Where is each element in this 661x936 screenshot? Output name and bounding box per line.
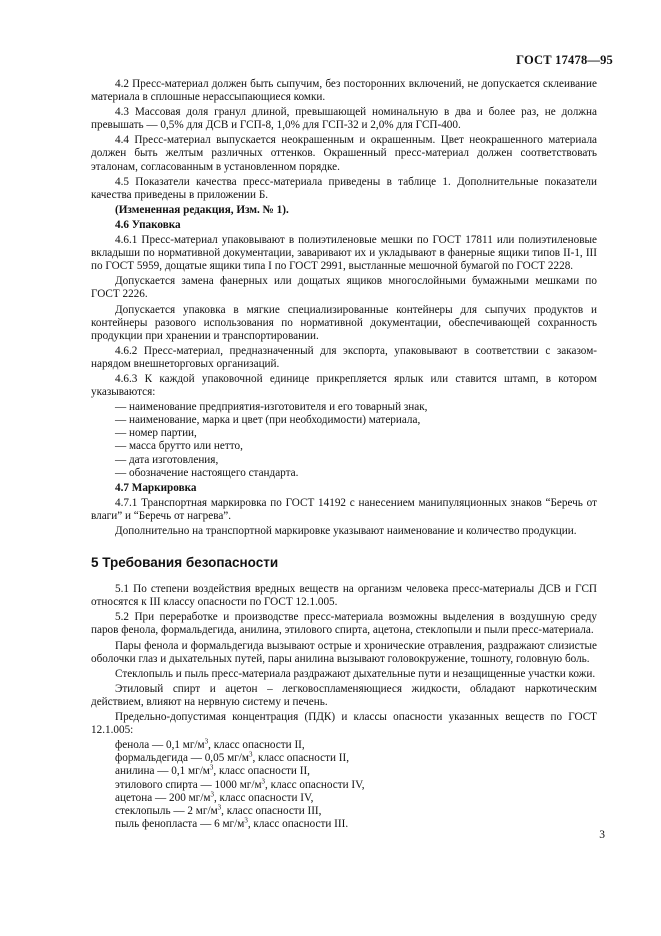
heading-4-6: 4.6 Упаковка (115, 218, 181, 231)
pdk-list (91, 739, 597, 831)
paragraph-vapors: Пары фенола и формальдегида вызывают острые и хронические отравления, раздражают слизистые оболочки глаз и дыхательных путей, пары анилина вызывают головокружение, тошноту, головную боль. (91, 639, 597, 665)
list-item: — масса брутто или нетто, (115, 440, 243, 453)
list-item: — наименование, марка и цвет (при необходимости) материала, (115, 414, 421, 427)
clause-4-7-1: 4.7.1 Транспортная маркировка по ГОСТ 14192 с нанесением манипуляционных знаков “Беречь от влаги” и “Беречь от нагрева”. (91, 496, 597, 522)
paragraph-replacement: Допускается замена фанерных или дощатых ящиков многослойными бумажными мешками по ГОСТ 2226. (91, 275, 597, 301)
list-item: — обозначение настоящего стандарта. (115, 466, 299, 479)
clause-4-4: 4.4 Пресс-материал выпускается неокрашенным и окрашенным. Цвет неокрашенного материала должен быть желтым различных оттенков. Окрашенный пресс-материал должен соответствовать эталонам, согласованным в установленном порядке. (91, 134, 597, 173)
section-5-title: 5 Требования безопасности (91, 555, 279, 571)
paragraph-pdk: Предельно-допустимая концентрация (ПДК) и классы опасности указанных веществ по ГОСТ 12.1.005: (91, 711, 597, 737)
pdk-item: анилина — 0,1 $мг/м^3$, класс опасности II, (115, 763, 310, 778)
pdk-item: этилового спирта — 1000 $мг/м^3$, класс опасности IV, (115, 776, 365, 791)
page-content (91, 78, 597, 831)
clause-4-2: 4.2 Пресс-материал должен быть сыпучим, без посторонних включений, не допускается склеивание материала в сплошные нерассыпающиеся комки. (91, 78, 597, 104)
clause-4-6-2: 4.6.2 Пресс-материал, предназначенный для экспорта, упаковывают в соответствии с заказом-нарядом внешнеторговых организаций. (91, 344, 597, 370)
list-item: — дата изготовления, (115, 453, 219, 466)
heading-4-7: 4.7 Маркировка (115, 481, 197, 494)
clause-4-5: 4.5 Показатели качества пресс-материала приведены в таблице 1. Дополнительные показатели качества приведены в приложении Б. (91, 175, 597, 201)
pdk-item: формальдегида — 0,05 $мг/м^3$, класс опасности II, (115, 750, 350, 765)
standard-header: ГОСТ 17478—95 (516, 53, 613, 67)
paragraph-soft-containers: Допускается упаковка в мягкие специализированные контейнеры для сыпучих продуктов и контейнеры разового использования по нормативной документации, обеспечивающей сохранность продукции при хранении и транспортировании. (91, 303, 597, 342)
clause-5-1: 5.1 По степени воздействия вредных веществ на организм человека пресс-материалы ДСВ и ГСП относятся к III классу опасности по ГОСТ 12.1.005. (91, 583, 597, 609)
clause-4-3: 4.3 Массовая доля гранул длиной, превышающей номинальную в два и более раз, не должна превышать — 0,5% для ДСВ и ГСП-8, 1,0% для ГСП-32 и 2,0% для ГСП-400. (91, 106, 597, 132)
page-number: 3 (599, 829, 605, 841)
pdk-item: пыль фенопласта — 6 $мг/м^3$, класс опасности III. (115, 816, 349, 830)
paragraph-dust: Стеклопыль и пыль пресс-материала раздражают дыхательные пути и незащищенные участки кожи. (115, 667, 596, 680)
list-item: — наименование предприятия-изготовителя и его товарный знак, (115, 401, 428, 414)
paragraph-alcohol: Этиловый спирт и ацетон – легковоспламеняющиеся жидкости, обладают наркотическим действием, влияют на нервную систему и печень. (91, 682, 597, 708)
pdk-item: стеклопыль — 2 $мг/м^3$, класс опасности III, (115, 802, 322, 817)
clause-5-2: 5.2 При переработке и производстве пресс-материала возможны выделения в воздушную среду паров фенола, формальдегида, анилина, этилового спирта, ацетона, стеклопыли и пыли пресс-материала. (91, 611, 597, 637)
clause-4-6-3: 4.6.3 К каждой упаковочной единице прикрепляется ярлык или ставится штамп, в котором указываются: (91, 372, 597, 399)
pdk-item: ацетона — 200 $мг/м^3$, класс опасности IV, (115, 789, 314, 804)
clause-4-6-1: 4.6.1 Пресс-материал упаковывают в полиэтиленовые мешки по ГОСТ 17811 или полиэтиленовые вкладыши по нормативной документации, заваривают их и укладывают в фанерные ящики типов II-1, III по ГОСТ 5959, дощатые ящики типа I по ГОСТ 2991, выстланные мешочной бумагой по ГОСТ 2228. (91, 234, 597, 273)
amendment-note: (Измененная редакция, Изм. № 1). (115, 203, 289, 216)
list-item: — номер партии, (115, 427, 197, 440)
label-list (115, 401, 597, 480)
pdk-item: фенола — 0,1 $мг/м^3$, класс опасности II, (115, 737, 305, 752)
paragraph-extra-marking: Дополнительно на транспортной маркировке указывают наименование и количество продукции. (115, 525, 577, 537)
